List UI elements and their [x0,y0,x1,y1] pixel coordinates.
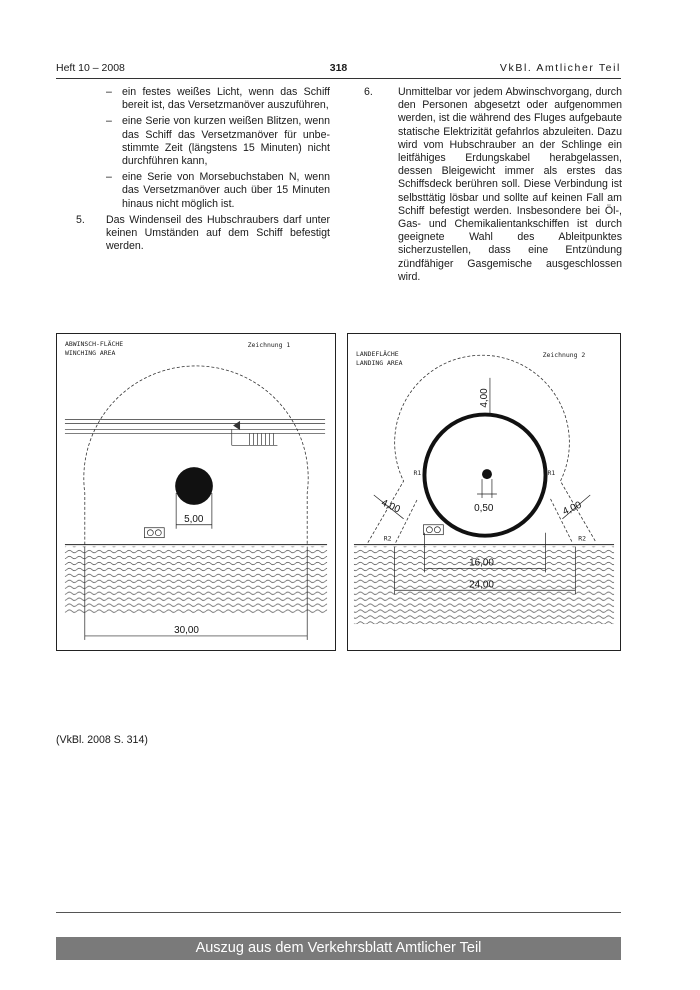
fig2-dim-right-label: 4,00 [561,499,584,518]
fig1-title-de: ABWINSCH-FLÄCHE [64,340,124,349]
fig2-title-de: LANDEFLÄCHE [355,350,399,358]
dash-marker: – [106,86,112,98]
fig1-title-en: WINCHING AREA [64,348,116,357]
fig2-marker-r1-right: R1 [547,469,556,478]
fig2-marker-r2-left: R2 [383,534,392,543]
fig2-dim-inner-label: 16,00 [469,557,494,569]
footer-bar: Auszug aus dem Verkehrsblatt Amtlicher Teil [56,937,621,960]
fig2-dim-center-label: 0,50 [474,502,494,514]
fig2-title-en: LANDING AREA [355,358,403,367]
dash-marker: – [106,115,112,128]
fig2-dim-left-label: 4,00 [379,497,402,516]
dash-item-text: ein festes weißes Licht, wenn das Schiff bereit ist, das Versetzmanöver auszuführen, [122,86,330,112]
dash-item-text: eine Serie von kurzen weißen Blitzen, wenn das Schiff das Versetzmanöver für unbestimmte Zeit (längstens 15 Minuten) nicht durchführen kann, [122,115,330,168]
fig2-dim-outer-label: 24,00 [469,579,494,591]
left-column [72,86,330,253]
dash-item-text: eine Serie von Morsebuchstaben N, wenn das Versetzmanöver auch über 15 Minuten hinaus nicht möglich ist. [122,171,330,210]
item-text: Das Windenseil des Hubschraubers darf unter keinen Umständen auf dem Schiff befestigt werden. [106,213,330,253]
dash-item-1 [72,86,330,112]
numbered-item-5 [72,214,330,254]
issue-label: Heft 10 – 2008 [56,62,125,74]
fig2-dim-top-label: 4,00 [478,388,490,408]
footer-rule [56,912,621,913]
fig1-dim-total-label: 30,00 [174,624,199,636]
dash-marker: – [106,171,112,184]
fig2-marker-r2-right: R2 [578,534,587,543]
fig2-drawing-label: Zeichnung 2 [542,350,586,359]
publication-label: VkBl. Amtlicher Teil [499,62,621,74]
fig1-dim-circle-label: 5,00 [184,513,204,525]
figure-landing-area [347,333,621,651]
landing-area-drawing [348,334,620,650]
dash-item-3 [72,171,330,211]
numbered-item-6 [364,86,622,284]
fig1-railing [65,420,325,446]
item-text: Unmittelbar vor jedem Abwinschvorgang, durch den Personen abgesetzt oder aufgenommen werden, ist die während des Fluges aufgebaute statische Elektrizität gefahrlos abzuleiten. Dazu wird vom Hubschrauber an der Schlinge ein leitfähiges Erdungskabel herabgelassen, dessen Bleigewicht immer als erstes das Schiffsdeck berühren soll. Diese Verbindung ist selbsttätig lösbar und sollte auf keinen Fall am Schiff befestigt werden. Insbesondere bei Öl-, Gas- und Chemikalientankschiffen ist durch geeignete Wahl des Ableitpunktes sicherzustellen, dass eine Entzündung zündfähiger Gasgemische ausgeschlossen wird. [398,86,622,283]
fig1-target-circle [175,467,213,505]
fig1-light-signal [144,528,164,538]
figure-winching-area [56,333,336,651]
page-header [56,62,621,76]
fig2-marker-r1-left: R1 [413,469,422,478]
fig2-light-signal [423,525,443,535]
item-number: 6. [364,86,373,98]
header-rule [56,78,621,79]
fig1-water [65,547,327,615]
fig2-center-dot [482,469,492,479]
fig1-drawing-label: Zeichnung 1 [247,341,291,350]
right-column [364,86,622,284]
page-number: 318 [329,62,348,74]
item-number: 5. [76,213,85,226]
fig2-outer-outline [368,355,596,542]
dash-item-2 [72,115,330,168]
winching-area-drawing [57,334,335,650]
citation: (VkBl. 2008 S. 314) [56,734,148,746]
fig2-dim-center [477,479,497,498]
